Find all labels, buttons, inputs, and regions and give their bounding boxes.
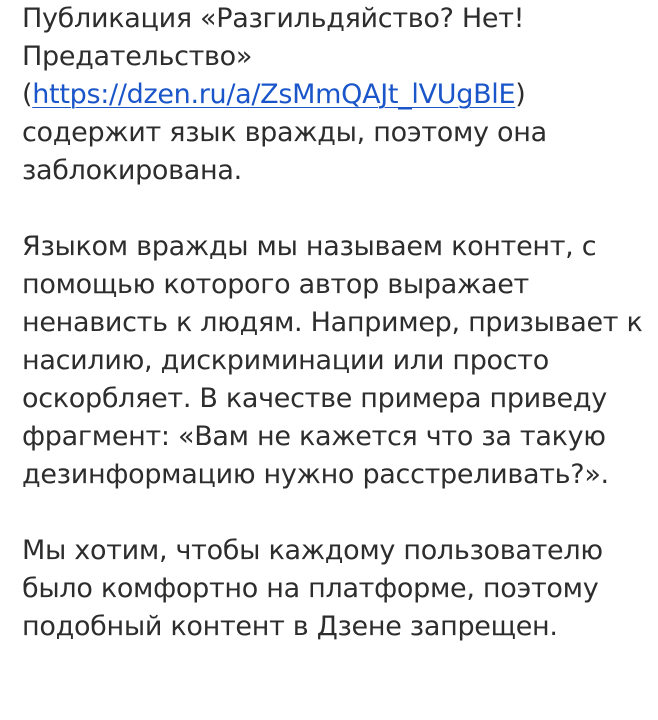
paragraph-platform-policy (22, 532, 647, 646)
definition-line: оскорбляет. В качестве примера приведу (22, 383, 607, 414)
definition-line: ненависть к людям. Например, призывает к (22, 307, 643, 338)
policy-line: Мы хотим, чтобы каждому пользователю (22, 535, 603, 566)
definition-line: Языком вражды мы называем контент, с (22, 231, 597, 262)
notice-line-3 (22, 76, 647, 114)
paragraph-spacer (22, 494, 647, 532)
notice-line-2: Предательство» (22, 41, 253, 72)
definition-line: фрагмент: «Вам не кажется что за такую (22, 421, 606, 452)
policy-line: было комфортно на платформе, поэтому (22, 573, 599, 604)
message-body (22, 0, 647, 646)
publication-link[interactable]: https://dzen.ru/a/ZsMmQAJt_lVUgBlE (32, 79, 516, 110)
notice-line-1: Публикация «Разгильдяйство? Нет! (22, 3, 525, 34)
paren-close: ) (515, 79, 526, 110)
paren-open: ( (22, 79, 33, 110)
notice-line-4: содержит язык вражды, поэтому она (22, 117, 547, 148)
definition-line: насилию, дискриминации или просто (22, 345, 549, 376)
definition-line: помощью которого автор выражает (22, 269, 529, 300)
definition-line: дезинформацию нужно расстреливать?». (22, 459, 609, 490)
paragraph-hate-speech-definition (22, 228, 647, 494)
paragraph-blocked-notice (22, 0, 647, 190)
notice-line-5: заблокирована. (22, 155, 242, 186)
policy-line: подобный контент в Дзене запрещен. (22, 611, 558, 642)
paragraph-spacer (22, 190, 647, 228)
